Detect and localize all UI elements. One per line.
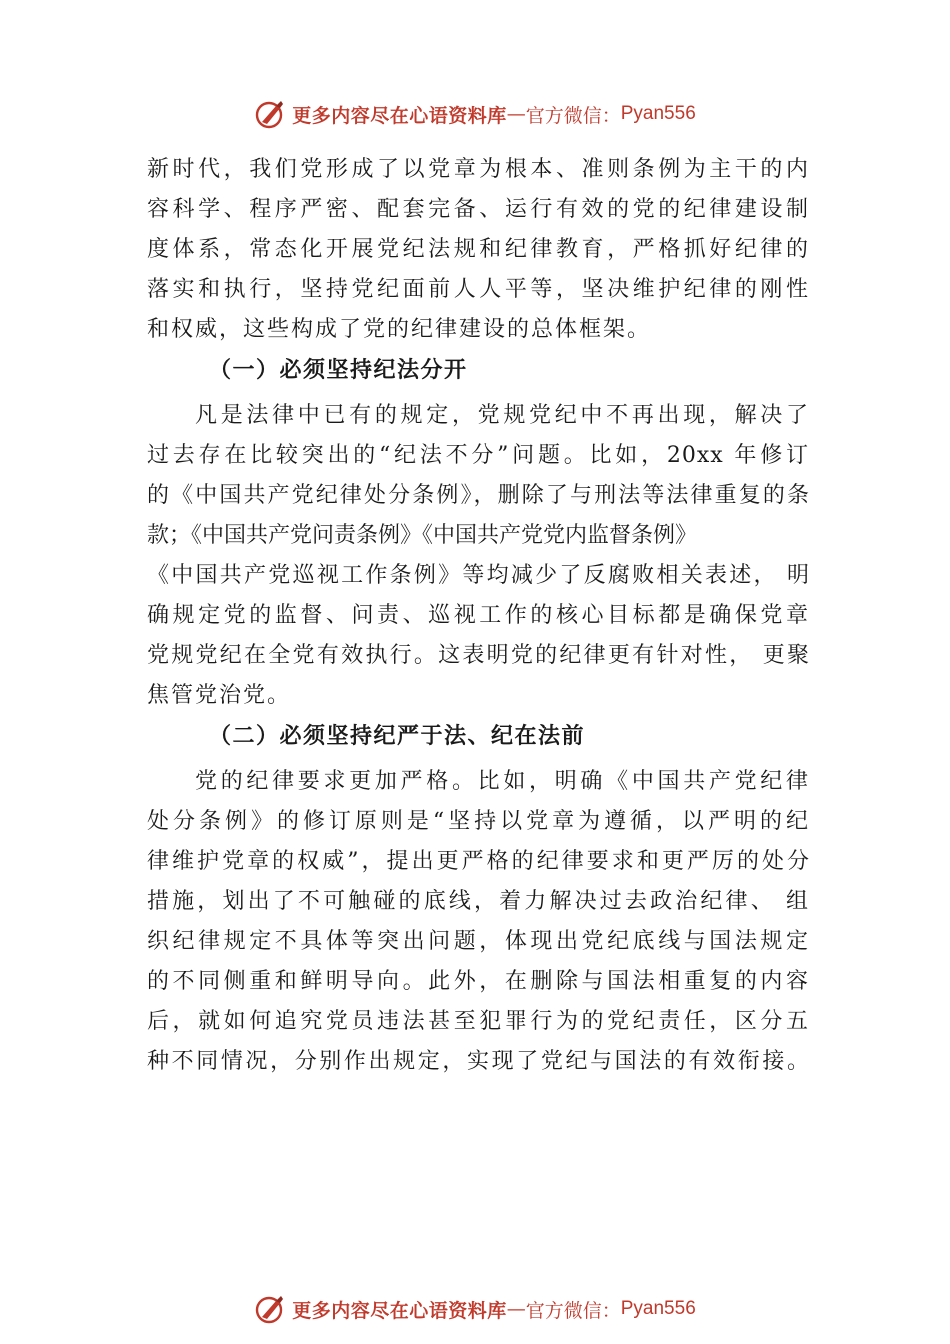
intro-line-4: 落实和执行，坚持党纪面前人人平等，坚决维护纪律的刚性 — [147, 277, 809, 302]
brush-logo-icon — [254, 98, 286, 130]
footer-banner — [0, 1289, 950, 1329]
section2-line-2: 处分条例》的修订原则是“坚持以党章为遵循，以严明的纪 — [147, 809, 809, 834]
section1-line-8: 焦管党治党。 — [147, 683, 292, 708]
header-banner — [0, 94, 950, 134]
section2-line-1: 党的纪律要求更加严格。比如，明确《中国共产党纪律 — [195, 769, 809, 794]
document-body — [147, 150, 809, 1082]
brush-logo-icon — [254, 1293, 286, 1325]
intro-line-2: 容科学、程序严密、配套完备、运行有效的党的纪律建设制 — [147, 197, 809, 222]
section1-line-5: 《中国共产党巡视工作条例》等均减少了反腐败相关表述， 明 — [147, 563, 809, 588]
intro-line-1: 新时代，我们党形成了以党章为根本、准则条例为主干的内 — [147, 157, 809, 182]
footer-dash: — — [506, 1298, 526, 1320]
section2-line-6: 的不同侧重和鲜明导向。此外，在删除与国法相重复的内容 — [147, 969, 809, 994]
section1-line-1: 凡是法律中已有的规定，党规党纪中不再出现，解决了 — [195, 403, 809, 428]
section2-line-5: 织纪律规定不具体等突出问题，体现出党纪底线与国法规定 — [147, 929, 809, 954]
banner-dash: — — [506, 103, 526, 125]
section1-line-3: 的《中国共产党纪律处分条例》，删除了与刑法等法律重复的条 — [147, 483, 809, 508]
footer-site-name: 更多内容尽在心语资料库 — [292, 1299, 507, 1322]
footer-wechat-id: Pyan556 — [620, 1298, 696, 1319]
section1-line-7: 党规党纪在全党有效执行。这表明党的纪律更有针对性， 更聚 — [147, 643, 809, 668]
section1-line-4: 款；《中国共产党问责条例》《中国共产党党内监督条例》 — [147, 523, 698, 548]
section1-line-2: 过去存在比较突出的“纪法不分”问题。比如，20xx 年修订 — [147, 443, 809, 468]
banner-wechat-label: 官方微信： — [525, 104, 621, 127]
section2-line-8: 种不同情况，分别作出规定，实现了党纪与国法的有效衔接。 — [147, 1049, 809, 1074]
section2-line-4: 措施，划出了不可触碰的底线，着力解决过去政治纪律、 组 — [147, 889, 809, 914]
section2-line-3: 律维护党章的权威”，提出更严格的纪律要求和更严厉的处分 — [147, 849, 809, 874]
section-heading-1: （一）必须坚持纪法分开 — [209, 357, 468, 383]
banner-site-name: 更多内容尽在心语资料库 — [292, 104, 507, 127]
section1-line-6: 确规定党的监督、问责、巡视工作的核心目标都是确保党章 — [147, 603, 809, 628]
section-heading-2: （二）必须坚持纪严于法、纪在法前 — [209, 723, 586, 749]
banner-wechat-id: Pyan556 — [620, 103, 696, 124]
footer-wechat-label: 官方微信： — [525, 1299, 621, 1322]
intro-line-5: 和权威，这些构成了党的纪律建设的总体框架。 — [147, 317, 652, 342]
section2-line-7: 后，就如何追究党员违法甚至犯罪行为的党纪责任，区分五 — [147, 1009, 809, 1034]
intro-line-3: 度体系，常态化开展党纪法规和纪律教育，严格抓好纪律的 — [147, 237, 809, 262]
